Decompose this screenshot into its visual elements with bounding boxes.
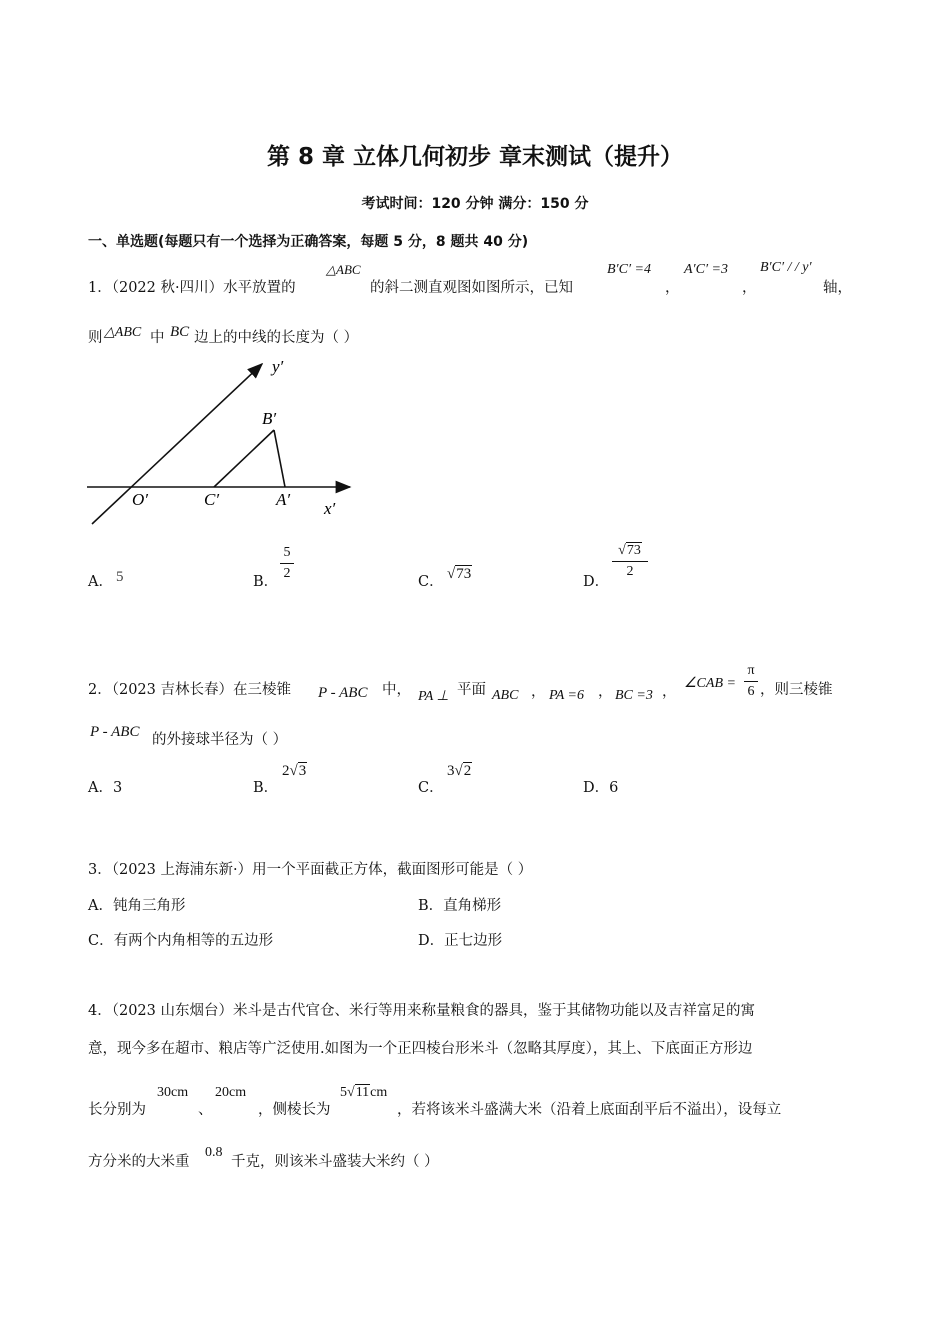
- q3-option-b[interactable]: B．直角梯形: [418, 898, 502, 914]
- q2-line2-b: 的外接球半径为（ ）: [152, 732, 288, 748]
- q2-pa: PA =6: [549, 688, 584, 703]
- segment-cb: [214, 430, 274, 487]
- q1-option-d-label[interactable]: D．: [583, 574, 610, 590]
- q2-option-c-label[interactable]: C．: [418, 780, 444, 796]
- exam-info: 考试时间：120 分钟 满分：150 分: [361, 196, 589, 212]
- q4-v08: 0.8: [205, 1145, 223, 1160]
- q3-stem: 3．（2023 上海浦东新·）用一个平面截正方体，截面图形可能是（ ）: [88, 862, 533, 878]
- q1-option-d-radicand: 73: [626, 543, 641, 558]
- q2-comma1: ，: [531, 684, 546, 700]
- y-axis-line: [92, 364, 262, 524]
- q1-sep2: ，: [742, 280, 757, 296]
- q2-tail: ，则三棱锥: [760, 682, 833, 698]
- q2-zhong: 中，: [382, 682, 411, 698]
- q1-option-c-label[interactable]: C．: [418, 574, 444, 590]
- q3-option-d[interactable]: D．正七边形: [418, 933, 503, 949]
- q4-dun: 、: [198, 1102, 213, 1118]
- q4-unit: cm: [370, 1085, 388, 1100]
- q1-option-c-radicand: 73: [456, 566, 472, 582]
- q2-pabc: P - ABC: [318, 685, 368, 701]
- q4-line1: 4．（2023 山东烟台）米斗是古代官仓、米行等用来称量粮食的器具，鉴于其储物功能以及吉祥富足的寓: [88, 1003, 755, 1019]
- q1-option-a-value: 5: [116, 569, 124, 585]
- q2-perp: PA ⊥: [418, 689, 449, 704]
- q2-angle: ∠CAB =: [684, 676, 736, 691]
- q2-option-c-expr: 3√2: [447, 763, 472, 779]
- q1-option-d-den: 2: [626, 564, 634, 579]
- q1-mid: 的斜二测直观图如图所示，已知: [370, 280, 573, 296]
- q4-line3-c: ，若将该米斗盛满大米（沿着上底面刮平后不溢出），设每立: [397, 1102, 782, 1118]
- q1-option-d-fraction: √73 2: [612, 543, 648, 580]
- q2-option-c-coef: 3: [447, 763, 455, 779]
- q4-line4-b: 千克，则该米斗盛装大米约（ ）: [231, 1154, 439, 1170]
- q2-option-c-radicand: 2: [463, 763, 472, 779]
- q1-cond-bc: B′C′ =4: [607, 262, 651, 277]
- label-a: A′: [276, 490, 291, 509]
- q2-bc: BC =3: [615, 688, 653, 703]
- q1-line2-a: 则: [88, 330, 103, 346]
- label-x: x′: [324, 499, 336, 518]
- label-b: B′: [262, 409, 277, 428]
- q2-comma2: ，: [598, 684, 613, 700]
- q1-triangle: △ABC: [326, 262, 361, 277]
- q1-triangle-2: △ABC: [104, 325, 142, 340]
- label-y: y′: [272, 357, 284, 376]
- q1-cond-parallel: B′C′ / / y′: [760, 260, 812, 275]
- q1-figure: [80, 352, 380, 532]
- q1-cond-ac: A′C′ =3: [684, 262, 728, 277]
- q4-v30: 30cm: [157, 1085, 189, 1100]
- label-c: C′: [204, 490, 220, 509]
- q1-line2-b: 中: [150, 330, 165, 346]
- q4-radicand: 11: [355, 1085, 370, 1100]
- q2-option-b-label[interactable]: B．: [253, 780, 279, 796]
- q2-option-b-radicand: 3: [298, 763, 307, 779]
- q1-option-b-label[interactable]: B．: [253, 574, 279, 590]
- q1-option-b-den: 2: [283, 566, 291, 581]
- q2-abc: ABC: [492, 688, 519, 703]
- segment-ba: [274, 430, 285, 487]
- q1-bc: BC: [170, 324, 190, 340]
- q1-option-b-num: 5: [283, 545, 291, 560]
- q4-v20: 20cm: [215, 1085, 247, 1100]
- q4-line4-a: 方分米的大米重: [88, 1154, 190, 1170]
- q4-side-length: 5√11cm: [340, 1085, 388, 1100]
- q1-tail: 轴，: [823, 280, 852, 296]
- q2-option-a[interactable]: A．3: [88, 780, 123, 796]
- q2-option-b-coef: 2: [282, 763, 290, 779]
- q2-plane: 平面: [457, 682, 486, 698]
- q3-option-c[interactable]: C．有两个内角相等的五边形: [88, 933, 274, 949]
- section-heading: 一、单选题(每题只有一个选择为正确答案，每题 5 分，8 题共 40 分): [88, 234, 529, 250]
- q1-option-c-sqrt: √73: [447, 566, 472, 582]
- q4-line3-a: 长分别为: [88, 1102, 146, 1118]
- q3-option-a[interactable]: A．钝角三角形: [88, 898, 186, 914]
- q2-lead: 2．（2023 吉林长春）在三棱锥: [88, 682, 291, 698]
- label-o: O′: [132, 490, 148, 509]
- q1-line2-c: 边上的中线的长度为（ ）: [194, 330, 359, 346]
- q2-comma3: ，: [662, 684, 677, 700]
- q2-angle-fraction: [744, 663, 758, 700]
- q4-coef: 5: [340, 1085, 347, 1100]
- q2-option-b-expr: 2√3: [282, 763, 307, 779]
- q1-sep1: ，: [665, 280, 680, 296]
- page-title: 第 8 章 立体几何初步 章末测试（提升）: [266, 144, 684, 170]
- q4-line2: 意，现今多在超市、粮店等广泛使用.如图为一个正四棱台形米斗（忽略其厚度），其上、下底面正方形边: [88, 1041, 753, 1057]
- q1-option-a-label[interactable]: A．: [88, 574, 113, 590]
- q2-six: 6: [747, 684, 755, 699]
- q2-option-d[interactable]: D．6: [583, 780, 619, 796]
- q4-line3-b: ，侧棱长为: [258, 1102, 331, 1118]
- q2-line2-pabc: P - ABC: [90, 724, 140, 740]
- q1-lead: 1．（2022 秋·四川）水平放置的: [88, 280, 296, 296]
- q1-option-b-fraction: [280, 545, 294, 582]
- q2-pi: π: [747, 663, 755, 678]
